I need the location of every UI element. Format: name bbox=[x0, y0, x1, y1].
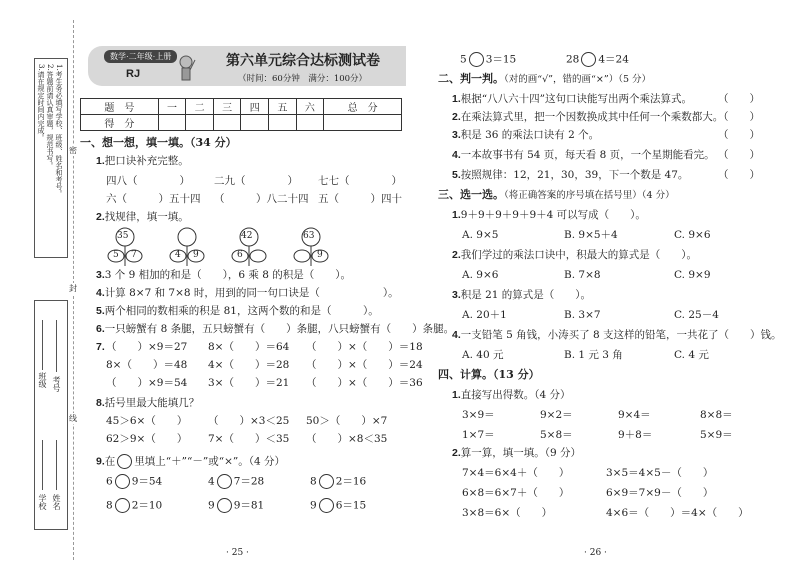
q-text[interactable]: 我们学过的乘法口诀中，积最大的算式是（ ）。 bbox=[460, 249, 698, 261]
judge-mark[interactable]: （ ） bbox=[718, 169, 760, 181]
q4 bbox=[96, 286, 399, 300]
calc-cell[interactable]: 9×4＝ bbox=[618, 409, 651, 421]
calc-q2 bbox=[452, 446, 581, 460]
rt-left: 28 bbox=[566, 53, 580, 66]
q7-cell[interactable]: （ ）×（ ）＝24 bbox=[306, 359, 423, 371]
q9-right: 2＝10 bbox=[131, 499, 163, 512]
q-text: 一本故事书有 54 页，每天看 8 页，一个星期能看完。 bbox=[460, 149, 715, 161]
choice-option[interactable]: C. 9×9 bbox=[674, 269, 711, 281]
page-subtitle: （时间：60分钟 满分：100分） bbox=[238, 74, 368, 84]
q-num: 6. bbox=[96, 323, 105, 335]
judge-item bbox=[452, 128, 599, 142]
section-3-heading bbox=[438, 188, 675, 203]
q8-cell[interactable]: （ ）×8＜35 bbox=[306, 433, 388, 445]
q9-right: 2＝16 bbox=[335, 475, 367, 488]
q-num: 1. bbox=[452, 209, 461, 221]
score-table bbox=[80, 98, 402, 131]
q1-cell[interactable]: 七七（ ） bbox=[318, 175, 402, 187]
q-num: 3. bbox=[452, 129, 461, 141]
score-cell: 总 分 bbox=[324, 99, 402, 115]
choice-item bbox=[452, 248, 697, 262]
q9-item bbox=[310, 474, 366, 489]
q-text: 在 bbox=[104, 455, 116, 468]
flower-4 bbox=[292, 226, 330, 268]
right-top-item bbox=[566, 52, 629, 67]
score-input[interactable] bbox=[241, 115, 269, 131]
q-num: 4. bbox=[452, 149, 461, 161]
q-num: 9. bbox=[96, 455, 105, 468]
q7-cell[interactable]: 3×（ ）＝21 bbox=[208, 377, 290, 389]
q7-cell[interactable]: 4×（ ）＝28 bbox=[208, 359, 290, 371]
flower-2 bbox=[168, 226, 206, 268]
q-text: 里填上“＋”“－”或“×”。（4 分） bbox=[134, 455, 286, 468]
q-num: 8. bbox=[96, 397, 105, 409]
score-input[interactable] bbox=[186, 115, 214, 131]
q1-cell[interactable]: 四八（ ） bbox=[106, 175, 190, 187]
calc-fill[interactable]: 3×5＝4×5－（ ） bbox=[606, 467, 714, 479]
calc-cell[interactable]: 5×9＝ bbox=[700, 429, 733, 441]
rt-right: 3＝15 bbox=[485, 53, 517, 66]
choice-item bbox=[452, 288, 591, 302]
score-cell: 四 bbox=[241, 99, 269, 115]
q1-cell[interactable]: （ ）八二十四 bbox=[214, 193, 309, 205]
binding-note-2: 2.答题前请认真审题，规范书写。 bbox=[46, 64, 54, 169]
score-cell: 题 号 bbox=[81, 99, 159, 115]
q-num: 3. bbox=[452, 289, 461, 301]
q-text[interactable]: 3 个 9 相加的和是（ ），6 乘 8 的积是（ ）。 bbox=[104, 269, 352, 281]
q9-item bbox=[106, 474, 162, 489]
q8-cell[interactable]: 62＞9×（ ） bbox=[106, 433, 188, 445]
q-text[interactable]: 9＋9＋9＋9＋9＋4 可以写成（ ）。 bbox=[460, 209, 646, 221]
q7-cell[interactable]: 8×（ ）＝64 bbox=[208, 341, 290, 353]
s3-note: （将正确答案的序号填在括号里）（4 分） bbox=[504, 190, 675, 201]
score-cell: 二 bbox=[186, 99, 214, 115]
q2 bbox=[96, 210, 189, 224]
q7-cell[interactable]: （ ）×9＝54 bbox=[106, 377, 188, 389]
section-4-heading: 四、计算。（13 分） bbox=[438, 368, 540, 381]
judge-mark[interactable]: （ ） bbox=[718, 149, 760, 161]
class-label: 班级 bbox=[38, 372, 47, 388]
page-title: 第六单元综合达标测试卷 bbox=[226, 53, 380, 69]
section-1-heading: 一、想一想，填一填。（34 分） bbox=[80, 136, 237, 149]
calc-q1 bbox=[452, 388, 571, 402]
q-text: 算一算，填一填。（9 分） bbox=[460, 447, 582, 459]
q-num: 2. bbox=[452, 111, 461, 123]
header-badge: 数学·二年级·上册 bbox=[104, 50, 177, 63]
q-num: 5. bbox=[452, 169, 461, 181]
operator-circle[interactable] bbox=[115, 498, 130, 513]
judge-mark[interactable]: （ ） bbox=[718, 111, 760, 123]
q9-right: 6＝15 bbox=[335, 499, 367, 512]
choice-option[interactable]: A. 20＋1 bbox=[462, 309, 507, 321]
seal-char-1: 密 bbox=[69, 146, 77, 155]
calc-cell[interactable]: 9×2＝ bbox=[540, 409, 573, 421]
q6 bbox=[96, 322, 454, 336]
q-text[interactable]: 一支铅笔 5 角钱，小涛买了 8 支这样的铅笔，一共花了（ ）钱。 bbox=[460, 329, 782, 341]
q8-cell[interactable]: 45＞6×（ ） bbox=[106, 415, 188, 427]
q7-cell[interactable]: 8×（ ）＝48 bbox=[106, 359, 188, 371]
q9-left: 6 bbox=[106, 475, 113, 488]
operator-circle[interactable] bbox=[217, 474, 232, 489]
calc-fill[interactable]: 7×4＝6×4＋（ ） bbox=[462, 467, 570, 479]
q3 bbox=[96, 268, 351, 282]
score-row-label: 得 分 bbox=[81, 115, 159, 131]
page-number-right: · 26 · bbox=[584, 548, 607, 558]
s2-note: （对的画“√”，错的画“×”）（5 分） bbox=[504, 74, 652, 85]
judge-item bbox=[452, 110, 723, 124]
choice-option[interactable]: B. 3×7 bbox=[564, 309, 601, 321]
choice-option[interactable]: B. 7×8 bbox=[564, 269, 601, 281]
name-line bbox=[56, 440, 57, 490]
q-num: 4. bbox=[96, 287, 105, 299]
q1-cell[interactable]: 五（ ）四十 bbox=[318, 193, 402, 205]
operator-circle[interactable] bbox=[217, 498, 232, 513]
class-line bbox=[42, 320, 43, 370]
q9-left: 8 bbox=[106, 499, 113, 512]
circle-icon bbox=[117, 454, 132, 469]
q-text: 积是 36 的乘法口诀有 2 个。 bbox=[460, 129, 600, 141]
calc-cell[interactable]: 9＋8＝ bbox=[618, 429, 653, 441]
name-label: 姓名 bbox=[52, 494, 61, 510]
flower-3 bbox=[230, 226, 268, 268]
q-num: 1. bbox=[96, 155, 105, 167]
calc-cell[interactable]: 8×8＝ bbox=[700, 409, 733, 421]
q9-left: 8 bbox=[310, 475, 317, 488]
operator-circle[interactable] bbox=[581, 52, 596, 67]
calc-fill[interactable]: 3×8＝6×（ ） bbox=[462, 507, 553, 519]
flower-top: 63 bbox=[303, 231, 315, 241]
edition-label: RJ bbox=[126, 68, 141, 80]
choice-option[interactable]: B. 9×5＋4 bbox=[564, 229, 618, 241]
binding-note-3: 3.请在规定时间内完成。 bbox=[37, 64, 45, 141]
q-num: 2. bbox=[452, 447, 461, 459]
q9-item bbox=[208, 474, 264, 489]
s3-title: 三、选一选。 bbox=[438, 188, 504, 201]
score-cell: 六 bbox=[296, 99, 324, 115]
operator-circle[interactable] bbox=[469, 52, 484, 67]
choice-option[interactable]: C. 4 元 bbox=[674, 349, 709, 361]
score-cell: 五 bbox=[269, 99, 297, 115]
q-text[interactable]: 两个相同的数相乘的积是 81，这两个数的和是（ ）。 bbox=[104, 305, 379, 317]
q9-right: 9＝81 bbox=[233, 499, 265, 512]
q1-cell[interactable]: 六（ ）五十四 bbox=[106, 193, 201, 205]
flower-left: 5 bbox=[113, 250, 119, 260]
choice-option[interactable]: A. 9×5 bbox=[462, 229, 499, 241]
q8-cell[interactable]: （ ）×3＜25 bbox=[208, 415, 290, 427]
rt-right: 4＝24 bbox=[598, 53, 629, 66]
id-line bbox=[56, 320, 57, 372]
q1 bbox=[96, 154, 189, 168]
section-2-heading bbox=[438, 72, 651, 87]
judge-mark[interactable]: （ ） bbox=[718, 93, 760, 105]
q-text: 在乘法算式里，把一个因数换成其中任何一个乘数都大。 bbox=[460, 111, 724, 123]
q9-left: 9 bbox=[208, 499, 215, 512]
flower-1 bbox=[106, 226, 144, 268]
choice-item bbox=[452, 328, 781, 342]
operator-circle[interactable] bbox=[319, 498, 334, 513]
school-label: 学校 bbox=[38, 494, 47, 510]
flower-top: 42 bbox=[241, 231, 253, 241]
calc-cell[interactable]: 5×8＝ bbox=[540, 429, 573, 441]
calc-cell[interactable]: 1×7＝ bbox=[462, 429, 495, 441]
flower-left: 6 bbox=[237, 250, 243, 260]
q9-item bbox=[106, 498, 162, 513]
choice-option[interactable]: A. 40 元 bbox=[462, 349, 504, 361]
score-input[interactable] bbox=[324, 115, 402, 131]
q-text: 按照规律：12，21，30，39，下一个数是 47。 bbox=[460, 169, 689, 181]
calc-fill[interactable]: 4×6＝（ ）＝4×（ ） bbox=[606, 507, 749, 519]
judge-mark[interactable]: （ ） bbox=[718, 129, 760, 141]
page-number-left: · 25 · bbox=[226, 548, 249, 558]
seal-char-3: 线 bbox=[69, 414, 77, 423]
choice-option[interactable]: C. 9×6 bbox=[674, 229, 711, 241]
q-num: 1. bbox=[452, 93, 461, 105]
q-text: 把口诀补充完整。 bbox=[104, 155, 189, 167]
q7-cell[interactable]: （ ）×（ ）＝36 bbox=[306, 377, 423, 389]
q7-cell[interactable]: （ ）×（ ）＝18 bbox=[306, 341, 423, 353]
flower-right: 7 bbox=[131, 250, 137, 260]
q-num: 4. bbox=[452, 329, 461, 341]
q8 bbox=[96, 396, 199, 410]
q9-right: 9＝54 bbox=[131, 475, 163, 488]
calc-fill[interactable]: 6×9＝7×9－（ ） bbox=[606, 487, 714, 499]
q9-left: 9 bbox=[310, 499, 317, 512]
q9-item bbox=[208, 498, 264, 513]
q-text[interactable]: 积是 21 的算式是（ ）。 bbox=[460, 289, 592, 301]
score-row bbox=[81, 115, 402, 131]
mascot-icon bbox=[176, 54, 196, 84]
seal-char-2: 封 bbox=[69, 284, 77, 293]
q-num: 2. bbox=[452, 249, 461, 261]
rt-left: 5 bbox=[460, 53, 467, 66]
flower-right: 9 bbox=[193, 250, 199, 260]
flower-top: 35 bbox=[117, 231, 129, 241]
q5 bbox=[96, 304, 379, 318]
q-num: 2. bbox=[96, 211, 105, 223]
q9-item bbox=[310, 498, 366, 513]
q-text: 找规律，填一填。 bbox=[104, 211, 189, 223]
q7-num: 7. bbox=[96, 341, 105, 353]
calc-cell[interactable]: 3×9＝ bbox=[462, 409, 495, 421]
choice-item bbox=[452, 208, 646, 222]
q-text: 直接写出得数。（4 分） bbox=[460, 389, 571, 401]
school-line bbox=[42, 440, 43, 490]
operator-circle[interactable] bbox=[319, 474, 334, 489]
choice-option[interactable]: C. 25－4 bbox=[674, 309, 719, 321]
score-cell: 三 bbox=[213, 99, 241, 115]
judge-item bbox=[452, 168, 688, 182]
q1-cell[interactable]: 二九（ ） bbox=[214, 175, 298, 187]
choice-option[interactable]: B. 1 元 3 角 bbox=[564, 349, 623, 361]
q9 bbox=[96, 454, 285, 469]
s2-title: 二、判一判。 bbox=[438, 72, 504, 85]
q-num: 5. bbox=[96, 305, 105, 317]
score-input[interactable] bbox=[158, 115, 186, 131]
score-header-row bbox=[81, 99, 402, 115]
judge-item bbox=[452, 92, 692, 106]
score-input[interactable] bbox=[269, 115, 297, 131]
q-num: 1. bbox=[452, 389, 461, 401]
q8-cell[interactable]: 50＞（ ）×7 bbox=[306, 415, 388, 427]
q8-cell[interactable]: 7×（ ）＜35 bbox=[208, 433, 290, 445]
choice-option[interactable]: A. 9×6 bbox=[462, 269, 499, 281]
score-cell: 一 bbox=[158, 99, 186, 115]
id-label: 考号 bbox=[52, 376, 61, 392]
q9-right: 7＝28 bbox=[233, 475, 265, 488]
q-text: 括号里最大能填几？ bbox=[104, 397, 200, 409]
q-num: 3. bbox=[96, 269, 105, 281]
binding-note-1: 1.考生务必填写学校、班级、姓名和考号。 bbox=[55, 64, 63, 197]
right-top-item bbox=[460, 52, 516, 67]
q-text[interactable]: 计算 8×7 和 7×8 时，用到的同一句口诀是（ ）。 bbox=[104, 287, 399, 299]
q-text[interactable]: 一只螃蟹有 8 条腿，五只螃蟹有（ ）条腿，八只螃蟹有（ ）条腿。 bbox=[104, 323, 455, 335]
q-text: 根据“八八六十四”这句口诀能写出两个乘法算式。 bbox=[460, 93, 693, 105]
flower-right: 9 bbox=[317, 250, 323, 260]
calc-fill[interactable]: 6×8＝6×7＋（ ） bbox=[462, 487, 570, 499]
operator-circle[interactable] bbox=[115, 474, 130, 489]
q7-cell[interactable]: （ ）×9＝27 bbox=[106, 341, 188, 353]
score-input[interactable] bbox=[296, 115, 324, 131]
judge-item bbox=[452, 148, 715, 162]
flower-left: 4 bbox=[175, 250, 181, 260]
q9-left: 4 bbox=[208, 475, 215, 488]
score-input[interactable] bbox=[213, 115, 241, 131]
